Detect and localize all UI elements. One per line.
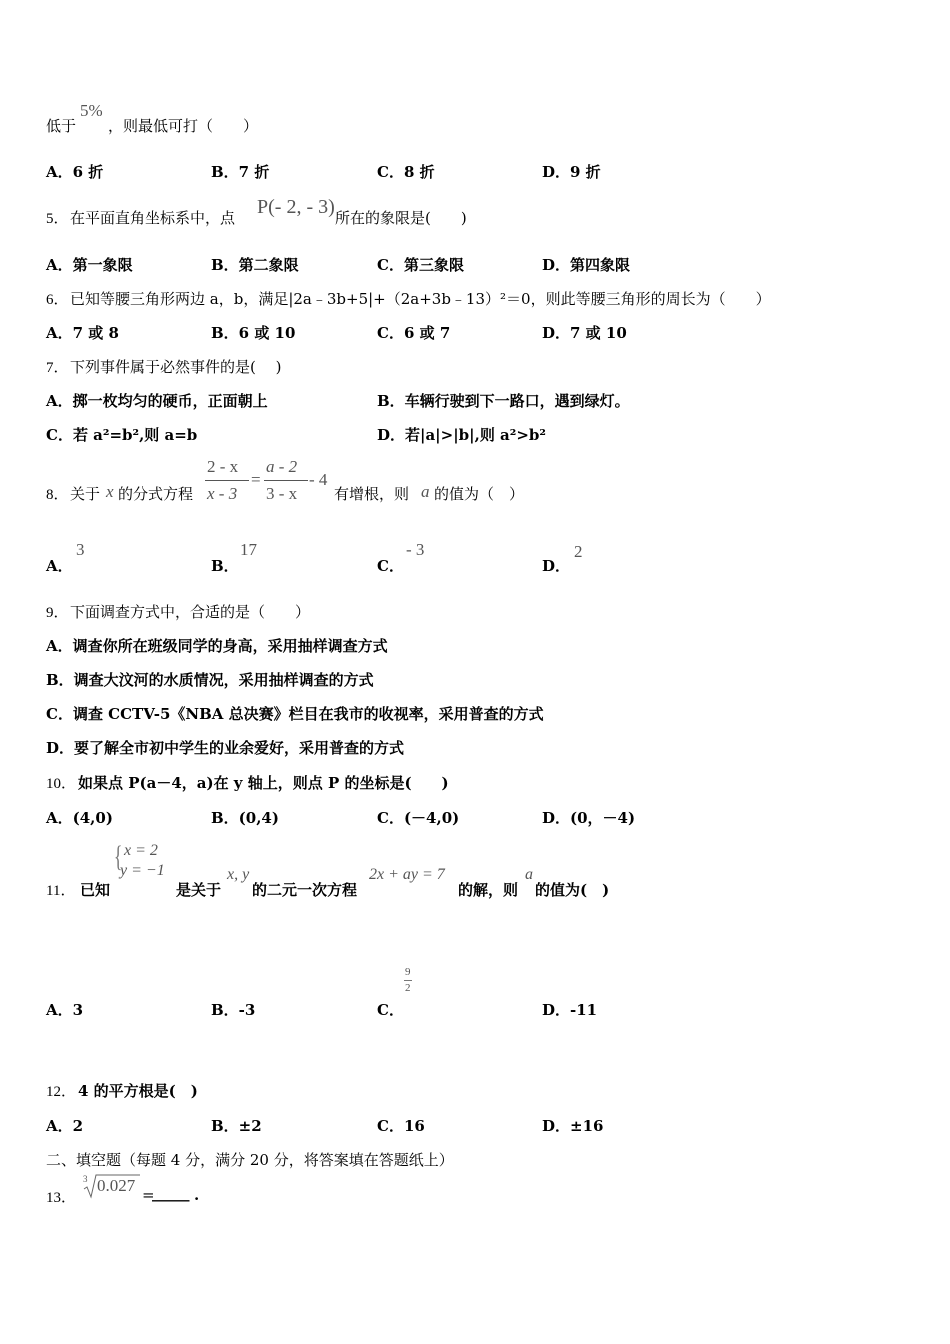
q4-percent-math: 5% [80,101,103,120]
q5-option-d[interactable]: D．第四象限 [542,256,631,274]
q11-suffix: 的值为( ) [535,881,610,899]
q8-rhs-fraction-bar [264,480,308,481]
q11-option-c[interactable]: C． [377,1001,404,1019]
q4-option-a[interactable]: A．6 折 [46,163,104,181]
q8-option-c[interactable]: C． [377,557,404,575]
q7-number: 7． [46,360,69,376]
q11-c-fraction-bar [404,980,412,981]
q11-mid1: 是关于 [176,881,222,899]
q11-sys-eq1: x = 2 [124,842,158,859]
q9-number: 9． [46,605,69,621]
q11-sys-eq2: y = −1 [120,862,165,879]
q11-brace: { [113,840,123,873]
q11-c-numerator: 9 [405,966,411,978]
q13-radicand: 0.027 [97,1176,136,1195]
q8-lhs-fraction-bar [205,480,249,481]
q7-text: 下列事件属于必然事件的是( ) [70,358,282,376]
q4-suffix: ，则最低可打（ ） [108,117,259,135]
q11-option-b[interactable]: B．-3 [211,1001,256,1019]
q8-prefix: 关于 [70,485,101,503]
q6-option-c[interactable]: C．6 或 7 [377,324,451,342]
q5-point-math: P(- 2, - 3) [257,196,335,218]
q5-number: 5． [46,211,69,227]
q4-option-d[interactable]: D．9 折 [542,163,601,181]
q13-number: 13． [46,1190,77,1206]
q11-mid3: 的解，则 [458,881,519,899]
section-title: 二、填空题（每题 4 分，满分 20 分，将答案填在答题纸上） [46,1151,454,1169]
q6-option-a[interactable]: A．7 或 8 [46,324,119,342]
q11-option-d[interactable]: D．-11 [542,1001,598,1019]
q11-mid2: 的二元一次方程 [252,881,358,899]
q4-option-b[interactable]: B．7 折 [211,163,270,181]
q8-tail: - 4 [309,470,328,489]
q11-option-a[interactable]: A．3 [46,1001,84,1019]
q11-c-denominator: 2 [405,982,411,994]
q10-option-a[interactable]: A．(4,0) [46,809,113,827]
q8-number: 8． [46,487,69,503]
q11-vars: x, y [227,866,250,883]
q6-option-d[interactable]: D．7 或 10 [542,324,627,342]
q8-lhs-denominator: x - 3 [207,484,238,503]
q8-mid: 的分式方程 [118,485,194,503]
q5-prefix: 在平面直角坐标系中，点 [70,209,236,227]
q8-var-x: x [106,482,114,501]
q7-option-b[interactable]: B．车辆行驶到下一路口，遇到绿灯。 [377,392,630,410]
q5-suffix: 所在的象限是( ) [335,209,467,227]
q8-suffix: 有增根，则 [334,485,410,503]
q12-option-b[interactable]: B．±2 [211,1117,262,1135]
q13-root-index: 3 [83,1174,88,1184]
q10-option-b[interactable]: B．(0,4) [211,809,279,827]
q7-option-c[interactable]: C．若 a²=b²,则 a=b [46,426,198,444]
q7-option-a[interactable]: A．掷一枚均匀的硬币，正面朝上 [46,392,268,410]
q8-equals: = [251,470,261,489]
q8-option-a-value: 3 [76,540,85,559]
q5-option-c[interactable]: C．第三象限 [377,256,464,274]
q8-rhs-denominator: 3 - x [266,484,298,503]
q10-number: 10． [46,776,77,792]
q6-option-b[interactable]: B．6 或 10 [211,324,296,342]
q8-var-a: a [421,482,430,501]
q13-equals: = [142,1186,155,1204]
q12-option-c[interactable]: C．16 [377,1117,425,1135]
q8-option-d-value: 2 [574,542,583,561]
q9-text: 下面调查方式中，合适的是（ ） [70,603,311,621]
q5-option-b[interactable]: B．第二象限 [211,256,299,274]
q8-rhs-numerator: a - 2 [266,457,298,476]
q6-number: 6． [46,292,69,308]
q10-option-d[interactable]: D．(0，－4) [542,809,636,827]
q6-text: 已知等腰三角形两边 a，b，满足|2a﹣3b+5|+（2a+3b﹣13）²＝0，则此等腰三角形的周长为（ ） [70,290,771,308]
q12-number: 12． [46,1084,77,1100]
q11-equation: 2x + ay = 7 [369,866,445,883]
q9-option-b[interactable]: B．调查大汶河的水质情况，采用抽样调查的方式 [46,671,374,689]
q8-lhs-numerator: 2 - x [207,457,239,476]
q13-period: . [194,1186,200,1204]
q8-option-a[interactable]: A． [46,557,73,575]
q11-prefix: 已知 [80,881,111,899]
q11-var-a: a [525,866,533,883]
q12-option-d[interactable]: D．±16 [542,1117,604,1135]
q10-option-c[interactable]: C．(－4,0) [377,809,460,827]
q9-option-c[interactable]: C．调查 CCTV-5《NBA 总决赛》栏目在我市的收视率，采用普查的方式 [46,705,544,723]
q12-option-a[interactable]: A．2 [46,1117,84,1135]
q12-text: 4 的平方根是( ) [78,1082,198,1100]
q8-option-d[interactable]: D． [542,557,571,575]
q11-number: 11． [46,883,76,899]
q9-option-a[interactable]: A．调查你所在班级同学的身高，采用抽样调查方式 [46,637,388,655]
q10-text: 如果点 P(a－4，a)在 y 轴上，则点 P 的坐标是( ) [78,774,449,792]
q8-suffix2: 的值为（ ） [434,485,525,503]
q4-line [46,115,76,136]
q4-option-c[interactable]: C．8 折 [377,163,435,181]
q7-option-d[interactable]: D．若|a|>|b|,则 a²>b² [377,426,546,444]
q8-option-b[interactable]: B． [211,557,239,575]
q13-answer-blank[interactable]: _____ [152,1184,190,1202]
q5-option-a[interactable]: A．第一象限 [46,256,133,274]
q4-prefix: 低于 [46,117,77,135]
q9-option-d[interactable]: D．要了解全市初中学生的业余爱好，采用普查的方式 [46,739,405,757]
q8-option-b-value: 17 [240,540,257,559]
q8-option-c-value: - 3 [406,540,425,559]
